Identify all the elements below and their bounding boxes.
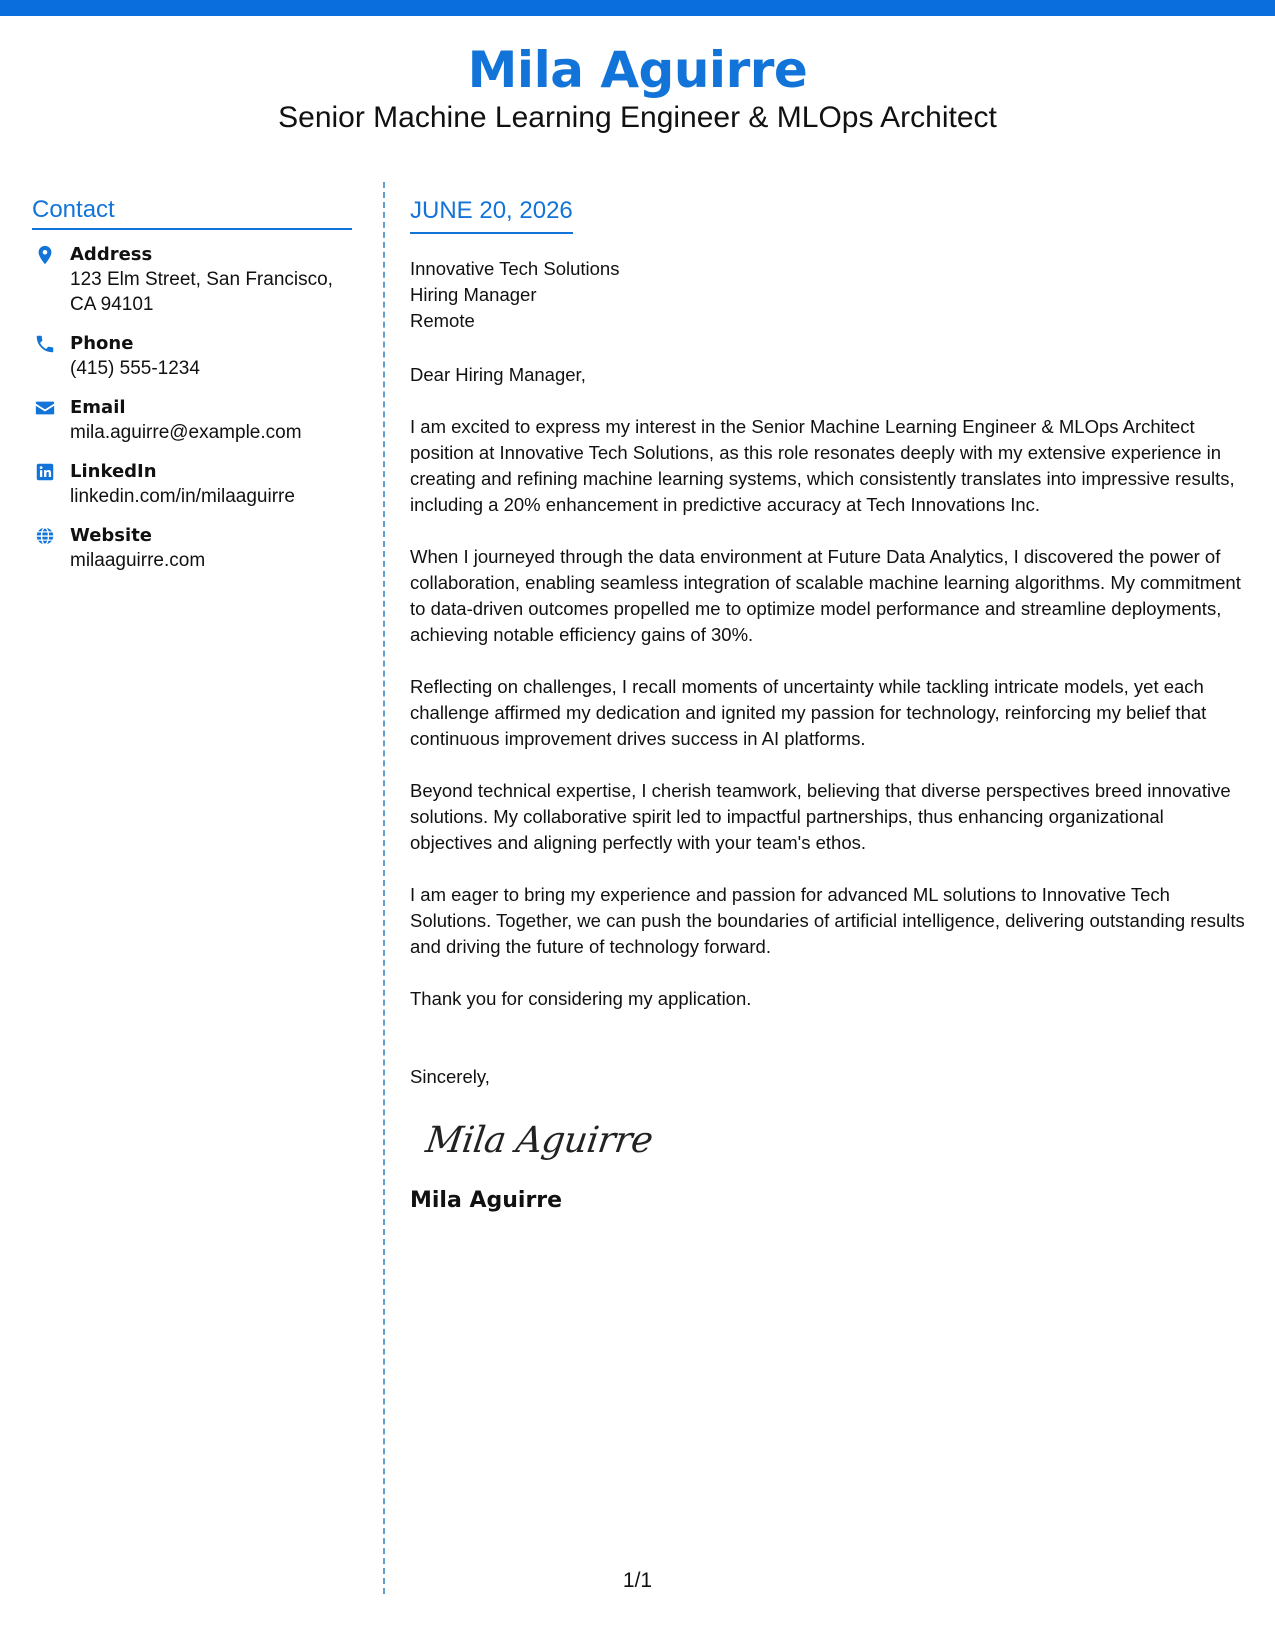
signed-name: Mila Aguirre bbox=[410, 1188, 563, 1213]
map-pin-icon bbox=[34, 244, 56, 266]
top-accent-bar bbox=[0, 0, 1275, 16]
globe-icon bbox=[34, 525, 56, 547]
body-paragraph: Beyond technical expertise, I cherish teamwork, believing that diverse perspectives breed innovative solutions. My collaborative spirit led to impactful partnerships, thus enhancing organizational objectives and aligning perfectly with your team's ethos. bbox=[410, 780, 1231, 853]
contact-sidebar bbox=[32, 196, 352, 573]
email-icon bbox=[34, 397, 56, 419]
contact-label: Address bbox=[70, 244, 153, 265]
phone-icon bbox=[34, 333, 56, 355]
contact-label: LinkedIn bbox=[70, 461, 157, 482]
recipient-block bbox=[410, 256, 1250, 334]
contact-value: mila.aguirre@example.com bbox=[70, 422, 302, 443]
recipient-location: Remote bbox=[410, 310, 475, 331]
column-divider bbox=[383, 182, 385, 1594]
handwritten-signature: Mila Aguirre bbox=[423, 1120, 656, 1161]
contact-phone bbox=[32, 331, 352, 381]
body-paragraph: Reflecting on challenges, I recall moments of uncertainty while tackling intricate models, yet each challenge affirmed my dedication and ignited my passion for technology, reinforcing my belief that continuous improvement drives success in AI platforms. bbox=[410, 676, 1207, 749]
applicant-name: Mila Aguirre bbox=[467, 41, 808, 99]
contact-value: (415) 555-1234 bbox=[70, 358, 200, 379]
contact-value: 123 Elm Street, San Francisco, CA 94101 bbox=[70, 269, 333, 315]
linkedin-icon bbox=[34, 461, 56, 483]
contact-heading: Contact bbox=[32, 196, 352, 230]
contact-email bbox=[32, 395, 352, 445]
recipient-role: Hiring Manager bbox=[410, 284, 537, 305]
contact-website bbox=[32, 523, 352, 573]
salutation: Dear Hiring Manager, bbox=[410, 364, 586, 385]
contact-value: milaaguirre.com bbox=[70, 550, 206, 571]
body-paragraph: I am eager to bring my experience and passion for advanced ML solutions to Innovative Tech Solutions. Together, we can push the boundaries of artificial intelligence, delivering outstanding results and driving the future of technology forward. bbox=[410, 884, 1245, 957]
recipient-company: Innovative Tech Solutions bbox=[410, 258, 620, 279]
letter-date: JUNE 20, 2026 bbox=[410, 196, 573, 234]
letter-header bbox=[0, 38, 1275, 136]
contact-label: Phone bbox=[70, 333, 134, 354]
body-paragraph: I am excited to express my interest in the Senior Machine Learning Engineer & MLOps Architect position at Innovative Tech Solutions, as this role resonates deeply with my extensive experience in creating and refining machine learning systems, which consistently translates into impressive results, including a 20% enhancement in predictive accuracy at Tech Innovations Inc. bbox=[410, 416, 1235, 515]
body-paragraph: When I journeyed through the data environment at Future Data Analytics, I discovered the power of collaboration, enabling seamless integration of scalable machine learning algorithms. My commitment to data-driven outcomes propelled me to optimize model performance and streamline deployments, achieving notable efficiency gains of 30%. bbox=[410, 546, 1241, 645]
contact-label: Website bbox=[70, 525, 153, 546]
page-number: 1/1 bbox=[622, 1569, 653, 1592]
contact-linkedin bbox=[32, 459, 352, 509]
contact-label: Email bbox=[70, 397, 126, 418]
applicant-title: Senior Machine Learning Engineer & MLOps Architect bbox=[278, 101, 997, 134]
contact-address bbox=[32, 242, 352, 317]
signoff: Sincerely, bbox=[410, 1066, 490, 1087]
closing-line: Thank you for considering my application. bbox=[410, 988, 752, 1009]
contact-value: linkedin.com/in/milaaguirre bbox=[70, 486, 295, 507]
letter-body bbox=[410, 196, 1250, 1216]
